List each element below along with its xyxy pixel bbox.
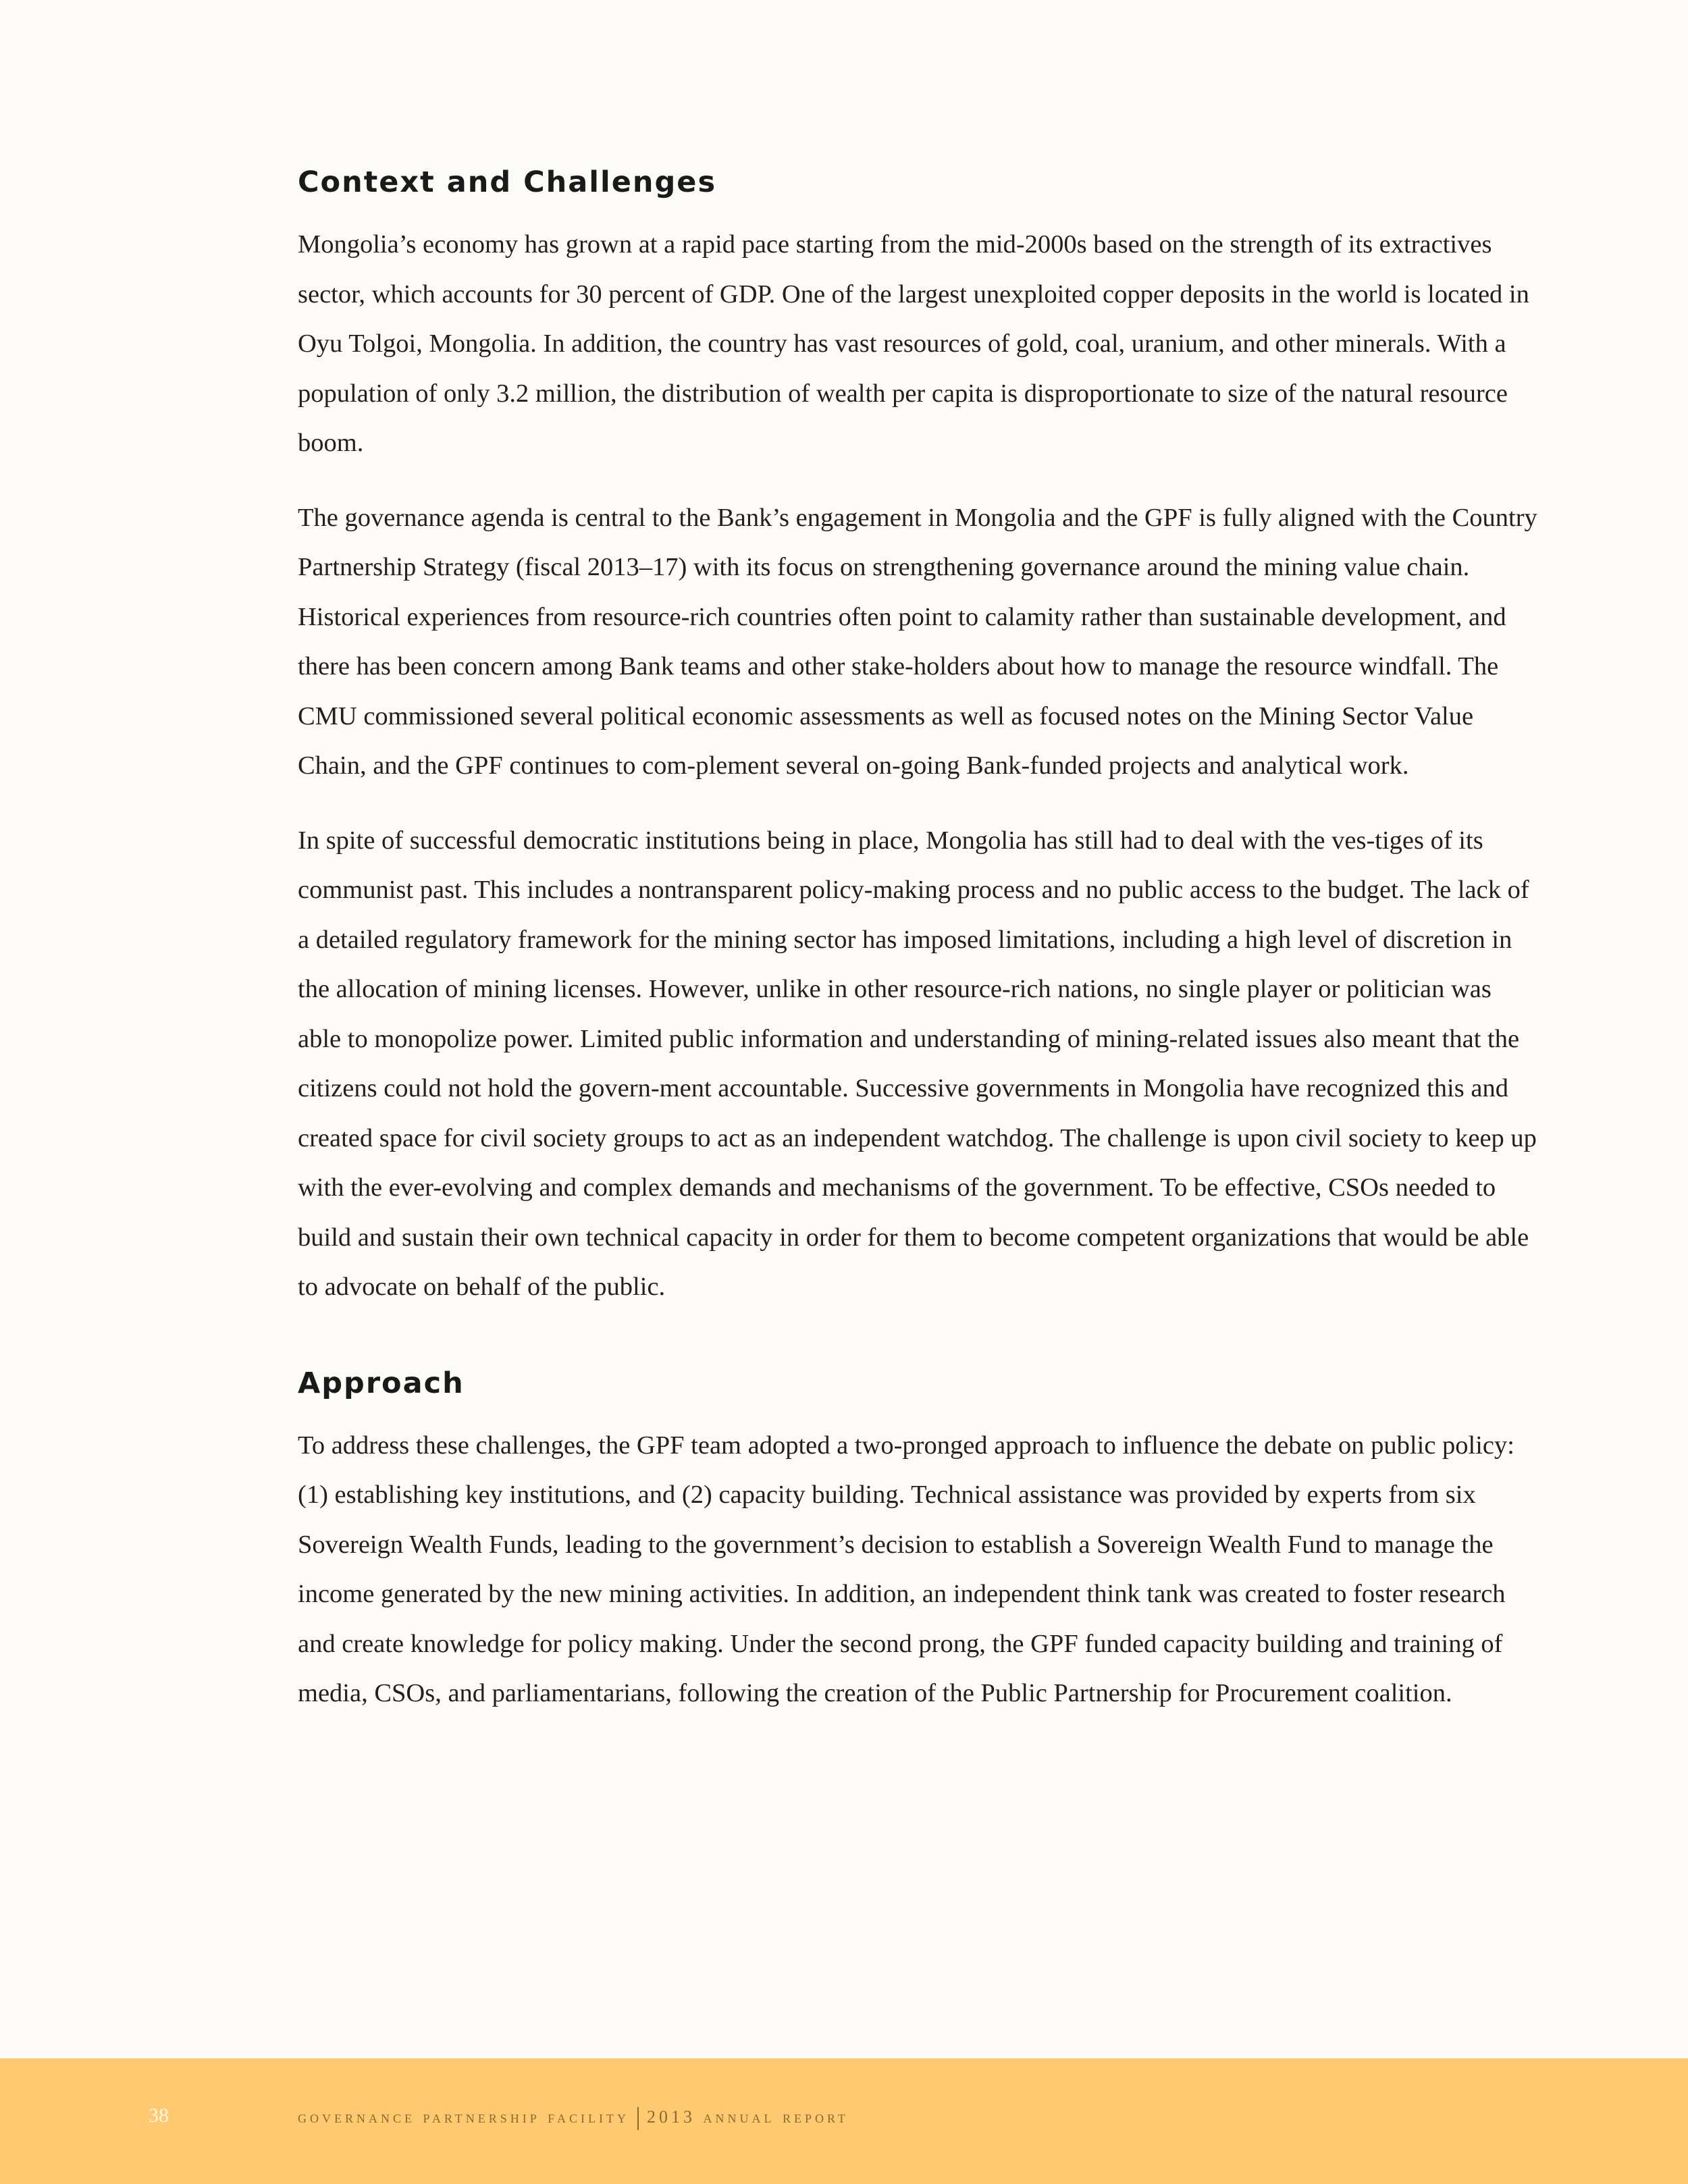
footer-separator	[637, 2107, 639, 2130]
section-heading: Approach	[298, 1366, 465, 1400]
footer-report-title: 2013 annual report	[646, 2107, 849, 2127]
paragraph: To address these challenges, the GPF team adopted a two-pronged approach to influence the debate on public policy: (1) establishing key institutions, and (2) capacity building. Technical assistance was provided by experts from six Sovereign Wealth Funds, leading to the government’s decision to establish a Sovereign Wealth Fund to manage the income generated by the new mining activities. In addition, an independent think tank was created to foster research and create knowledge for policy making. Under the second prong, the GPF funded capacity building and training of media, CSOs, and parliamentarians, following the creation of the Public Partnership for Procurement coalition.	[298, 1431, 1514, 1707]
section-approach	[298, 1363, 1540, 1719]
paragraph: Mongolia’s economy has grown at a rapid pace starting from the mid-2000s based on the strength of its extractives sector, which accounts for 30 percent of GDP. One of the largest unexploited copper deposits in the world is located in Oyu Tolgoi, Mongolia. In addition, the country has vast resources of gold, coal, uranium, and other minerals. With a population of only 3.2 million, the distribution of wealth per capita is disproportionate to size of the natural resource boom.	[298, 230, 1529, 457]
section-context-and-challenges	[298, 162, 1540, 1312]
footer-publication-title: governance partnership facility	[298, 2107, 629, 2127]
section-spacer	[298, 1337, 1540, 1363]
section-heading: Context and Challenges	[298, 165, 717, 199]
page-body	[298, 162, 1540, 1744]
running-footer	[298, 2107, 849, 2130]
paragraph: The governance agenda is central to the Bank’s engagement in Mongolia and the GPF is fully aligned with the Country Partnership Strategy (fiscal 2013–17) with its focus on strengthening governance around the mining value chain. Historical experiences from resource-rich countries often point to calamity rather than sustainable development, and there has been concern among Bank teams and other stake-holders about how to manage the resource windfall. The CMU commissioned several political economic assessments as well as focused notes on the Mining Sector Value Chain, and the GPF continues to com-plement several on-going Bank-funded projects and analytical work.	[298, 503, 1537, 780]
page-number: 38	[149, 2104, 169, 2127]
paragraph: In spite of successful democratic institutions being in place, Mongolia has still had to deal with the ves-tiges of its communist past. This includes a nontransparent policy-making process and no public access to the budget. The lack of a detailed regulatory framework for the mining sector has imposed limitations, including a high level of discretion in the allocation of mining licenses. However, unlike in other resource-rich nations, no single player or politician was able to monopolize power. Limited public information and understanding of mining-related issues also meant that the citizens could not hold the govern-ment accountable. Successive governments in Mongolia have recognized this and created space for civil society groups to act as an independent watchdog. The challenge is upon civil society to keep up with the ever-evolving and complex demands and mechanisms of the government. To be effective, CSOs needed to build and sustain their own technical capacity in order for them to become competent organizations that would be able to advocate on behalf of the public.	[298, 826, 1537, 1301]
